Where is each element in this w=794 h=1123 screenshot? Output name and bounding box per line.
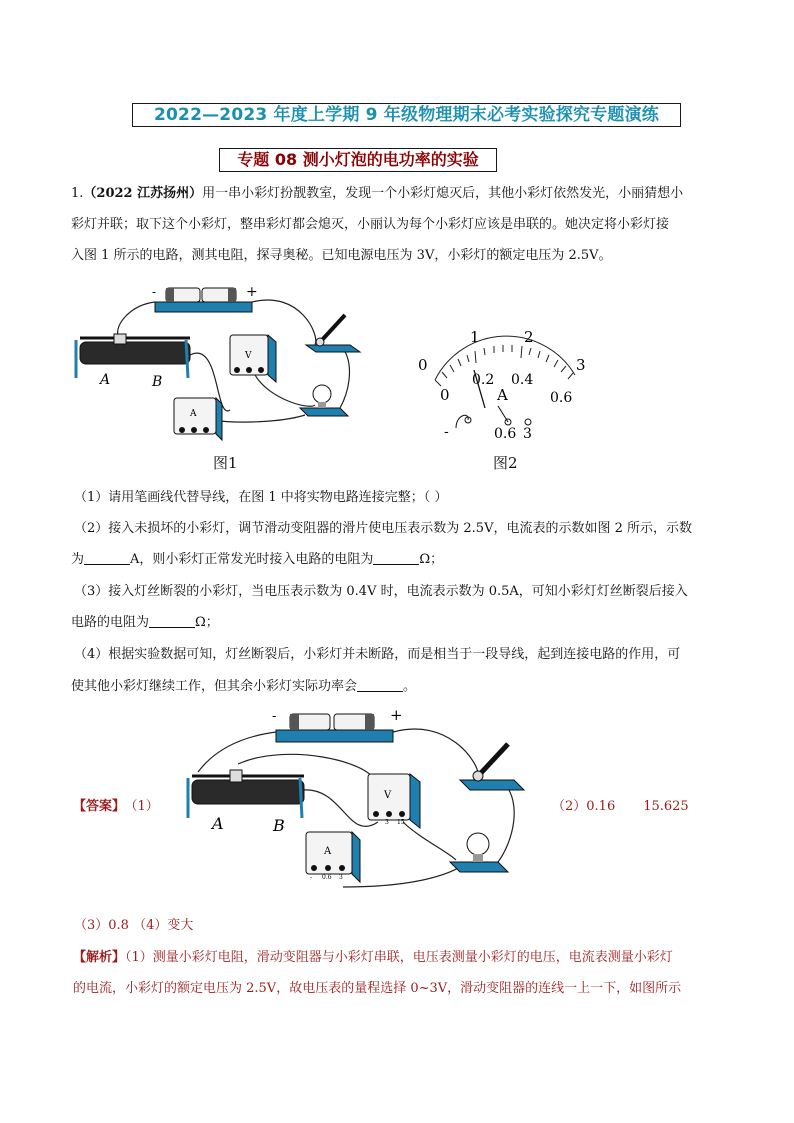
- dial-terminal: [525, 419, 531, 425]
- question-number: 1.: [71, 186, 84, 201]
- dial-terminal-minus: -: [444, 424, 449, 440]
- dial-inner-06: 0.6: [550, 390, 573, 406]
- battery-plus: +: [246, 284, 258, 300]
- voltmeter-terminal-15: 15: [397, 819, 405, 826]
- voltmeter: [368, 774, 420, 828]
- stem-line: 用一串小彩灯扮靓教室，发现一个小彩灯熄灭后，其他小彩灯依然发光，小丽猜想小: [202, 186, 684, 201]
- answer-blank: [84, 550, 130, 565]
- wire: [118, 302, 155, 335]
- ammeter: [306, 832, 360, 882]
- dial-inner-0: 0: [440, 386, 450, 404]
- voltmeter-terminal-3: 3: [385, 819, 389, 826]
- voltmeter-letter: V: [245, 351, 252, 361]
- answer-row-1: 【答案】 （1）: [73, 799, 159, 814]
- wire: [343, 862, 468, 887]
- dial-outer-1: 1: [470, 328, 480, 346]
- question-stem: [71, 178, 726, 271]
- ammeter-terminal-06: 0.6: [322, 874, 332, 881]
- rheostat-b-label: B: [273, 816, 285, 835]
- sub-question-4-line2: 使其他小彩灯继续工作，但其余小彩灯实际功率会 。: [71, 679, 417, 694]
- answer-blank: [149, 613, 195, 628]
- analysis-label: 【解析】: [73, 950, 126, 965]
- rheostat-b-label: B: [152, 374, 163, 390]
- figure-1-circuit: [70, 280, 370, 445]
- sub-question-4: （4）根据实验数据可知，灯丝断裂后，小彩灯并未断路，而是相当于一段导线，起到连接电路的作用，可: [74, 647, 681, 662]
- analysis-line-2: 的电流，小彩灯的额定电压为 2.5V，故电压表的量程选择 0~3V，滑动变阻器的连线一上一下，如图所示: [73, 981, 682, 996]
- sub-question-3-line2: 电路的电阻为 Ω；: [71, 615, 219, 630]
- wire: [393, 729, 478, 774]
- answer-part-2: （2）0.16 15.625: [552, 799, 689, 814]
- ammeter: [174, 398, 222, 440]
- topic-subtitle: 专题 08 测小灯泡的电功率的实验: [219, 148, 497, 172]
- answer-blank: [357, 677, 403, 692]
- wire: [198, 732, 276, 772]
- wire: [303, 790, 378, 827]
- wire: [210, 415, 305, 422]
- bulb: [300, 385, 348, 416]
- dial-arc: [435, 336, 575, 380]
- battery-minus: -: [272, 709, 277, 724]
- answer-row-2: （3）0.8 （4）变大: [74, 918, 194, 933]
- dial-inner-04: 0.4: [511, 372, 534, 388]
- dial-inner-02: 0.2: [472, 372, 495, 388]
- stem-line: 彩灯并联；取下这个小彩灯，整串彩灯都会熄灭，小丽认为每个小彩灯应该是串联的。她决定将小彩灯接: [71, 217, 670, 232]
- rheostat: [188, 770, 304, 835]
- ammeter-terminal-minus: -: [310, 874, 313, 881]
- wire: [498, 782, 514, 862]
- battery-minus: -: [152, 285, 157, 299]
- bulb: [450, 833, 508, 872]
- sub-question-2-line2: 为 A，则小彩灯正常发光时接入电路的电阻为 Ω；: [71, 552, 444, 567]
- figure-1-caption: 图1: [213, 454, 238, 472]
- rheostat: [76, 334, 190, 390]
- wire: [403, 822, 456, 860]
- ammeter-terminal-3: 3: [339, 874, 343, 881]
- stem-line: 入图 1 所示的电路，测其电阻，探寻奥秘。已知电源电压为 3V，小彩灯的额定电压为 2.5V。: [71, 248, 612, 263]
- dial-terminal-3: 3: [523, 426, 532, 442]
- rheostat-a-label: A: [100, 372, 111, 388]
- question-source: （2022 江苏扬州）: [83, 186, 203, 201]
- analysis-line-1: 【解析】（1）测量小彩灯电阻，滑动变阻器与小彩灯串联，电压表测量小彩灯的电压，电流表测量小彩灯: [73, 950, 673, 965]
- answer-blank: [373, 550, 419, 565]
- rheostat-a-label: A: [212, 814, 224, 833]
- ammeter-letter: A: [324, 846, 332, 857]
- dial-wire: [498, 406, 508, 422]
- dial-outer-3: 3: [576, 356, 586, 374]
- sub-question-2: （2）接入未损坏的小彩灯，调节滑动变阻器的滑片使电压表示数为 2.5V，电流表的示数如图 2 所示，示数: [74, 521, 693, 536]
- answer-label: 【答案】: [73, 799, 126, 814]
- battery-plus: +: [390, 706, 403, 724]
- dial-outer-2: 2: [524, 328, 534, 346]
- battery-box: [272, 706, 403, 742]
- voltmeter: [230, 335, 276, 382]
- dial-terminal-06: 0.6: [494, 426, 517, 442]
- page-title: 2022—2023 年度上学期 9 年级物理期末必考实验探究专题演练: [132, 103, 681, 127]
- switch: [460, 744, 524, 790]
- sub-question-3: （3）接入灯丝断裂的小彩灯，当电压表示数为 0.4V 时，电流表示数为 0.5A，可知小彩灯灯丝断裂后接入: [74, 584, 688, 599]
- answer-circuit-figure: [178, 702, 530, 894]
- voltmeter-letter: V: [384, 790, 392, 801]
- dial-unit: A: [497, 386, 508, 404]
- dial-outer-0: 0: [418, 356, 428, 374]
- ammeter-letter: A: [190, 409, 197, 419]
- figure-2-ammeter-dial: [410, 320, 610, 445]
- wire: [340, 345, 349, 408]
- battery-box: [152, 284, 258, 312]
- sub-question-1: （1）请用笔画线代替导线，在图 1 中将实物电路连接完整；（ ）: [74, 490, 448, 505]
- figure-2-caption: 图2: [493, 454, 518, 472]
- wire: [255, 375, 315, 406]
